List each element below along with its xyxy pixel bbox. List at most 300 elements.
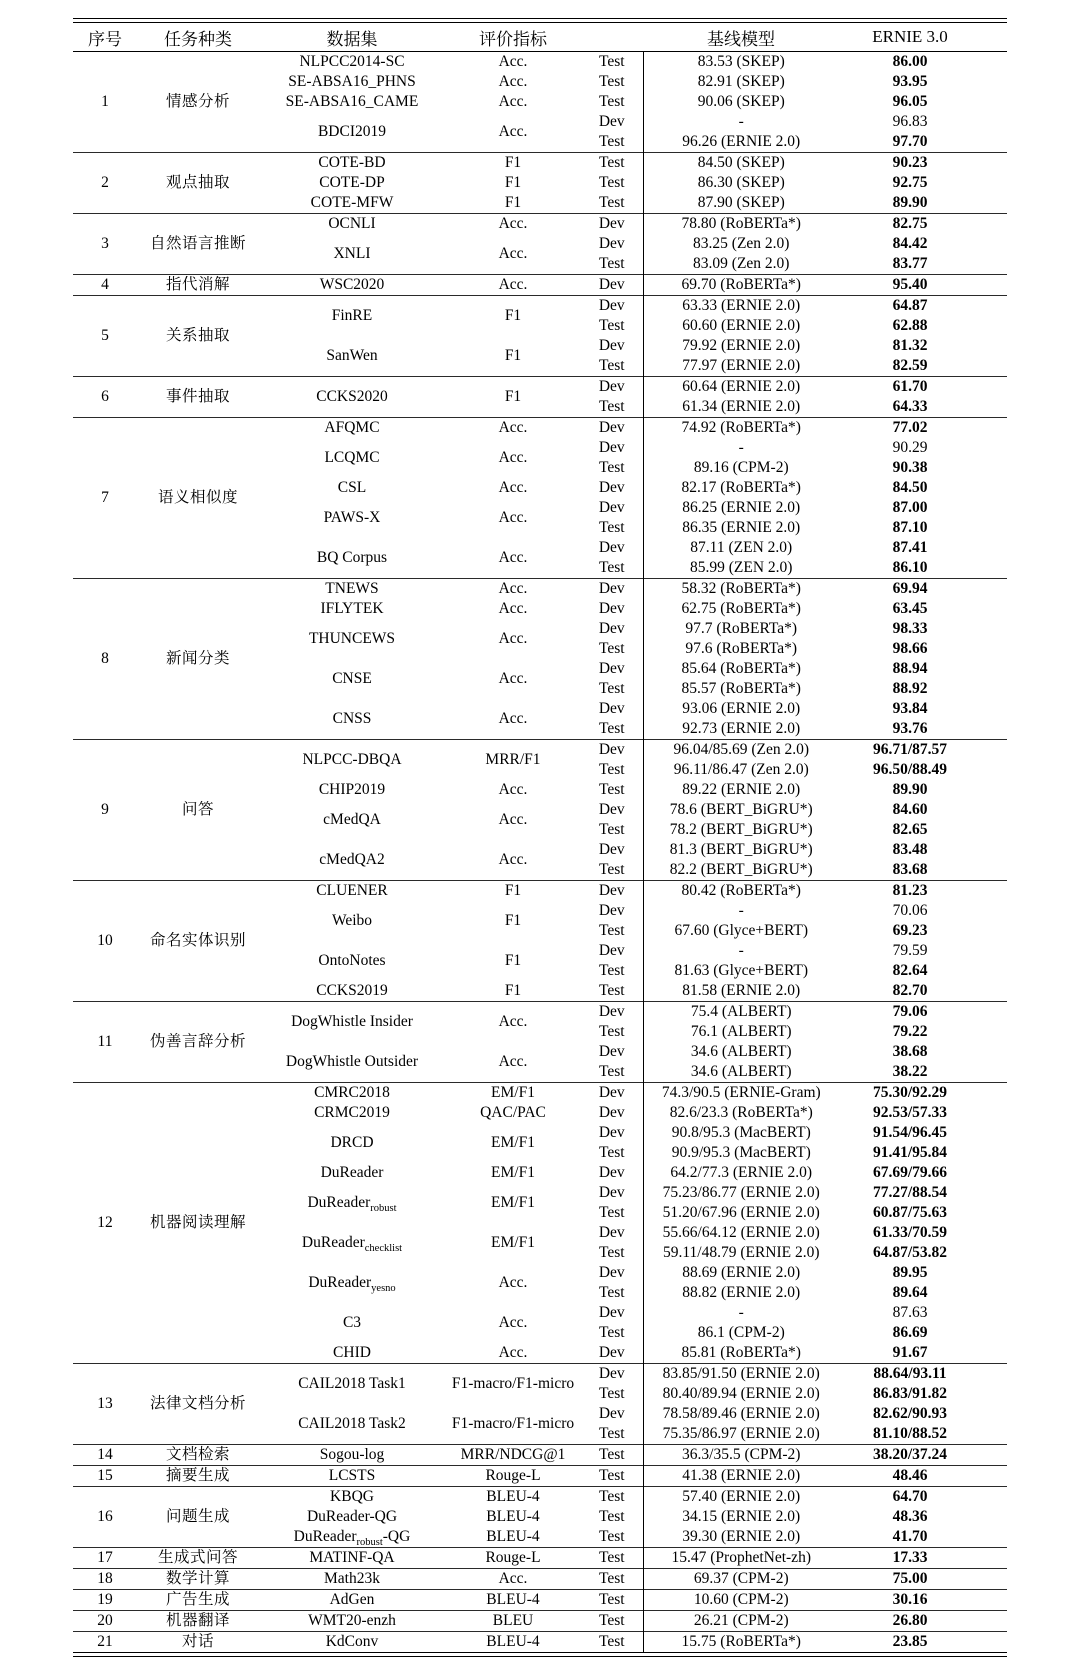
dataset-name-text: CHIP2019 bbox=[318, 781, 386, 798]
dataset-name bbox=[259, 1466, 445, 1487]
baseline-score: 83.25 (Zen 2.0) bbox=[693, 235, 790, 252]
task-type: 观点抽取 bbox=[137, 153, 259, 214]
eval-split: Test bbox=[581, 356, 643, 377]
metric: F1 bbox=[445, 296, 581, 337]
header-dataset: 数据集 bbox=[259, 23, 445, 52]
eval-split: Test bbox=[581, 1062, 643, 1083]
eval-split: Dev bbox=[581, 1404, 643, 1424]
baseline-score: 87.11 (ZEN 2.0) bbox=[690, 539, 793, 556]
metric: Acc. bbox=[498, 549, 528, 566]
table-row bbox=[73, 1083, 1007, 1104]
dataset-name bbox=[259, 579, 445, 600]
eval-split: Dev bbox=[581, 1083, 643, 1104]
dataset-name-text: Math23k bbox=[324, 1570, 380, 1587]
ernie-score: 81.23 bbox=[839, 881, 1007, 902]
dataset-name bbox=[259, 1123, 445, 1163]
ernie-score: 79.59 bbox=[892, 942, 928, 959]
eval-split: Test bbox=[581, 921, 643, 941]
metric: Acc. bbox=[445, 214, 581, 235]
eval-split: Dev bbox=[581, 296, 643, 317]
dataset-name bbox=[259, 901, 445, 941]
baseline-score: 97.6 (RoBERTa*) bbox=[685, 640, 798, 657]
metric: Rouge-L bbox=[445, 1548, 581, 1569]
ernie-score: 79.06 bbox=[839, 1002, 1007, 1023]
metric: Acc. bbox=[498, 851, 528, 868]
ernie-score: 93.76 bbox=[892, 720, 928, 737]
ernie-score: 82.65 bbox=[892, 821, 928, 838]
metric: Acc. bbox=[498, 1274, 528, 1291]
metric: F1 bbox=[504, 174, 522, 191]
metric: Acc. bbox=[498, 630, 528, 647]
task-group-number: 7 bbox=[73, 418, 137, 579]
baseline-score: 86.25 (ERNIE 2.0) bbox=[682, 499, 801, 516]
baseline-score: 58.32 (RoBERTa*) bbox=[643, 579, 839, 600]
metric: F1-macro/F1-micro bbox=[451, 1415, 575, 1432]
eval-split: Dev bbox=[581, 901, 643, 921]
baseline-score: 78.6 (BERT_BiGRU*) bbox=[669, 801, 813, 818]
task-type: 问题生成 bbox=[137, 1487, 259, 1548]
dataset-name bbox=[259, 336, 445, 377]
task-type: 问答 bbox=[137, 740, 259, 881]
eval-split: Test bbox=[581, 1611, 643, 1632]
eval-split: Dev bbox=[581, 1002, 643, 1023]
dataset-name bbox=[259, 1364, 445, 1405]
task-type: 新闻分类 bbox=[137, 579, 259, 740]
header-metric: 评价指标 bbox=[445, 23, 581, 52]
baseline-score: 75.4 (ALBERT) bbox=[643, 1002, 839, 1023]
baseline-score: 82.91 (SKEP) bbox=[697, 73, 785, 90]
dataset-name-text: C3 bbox=[342, 1314, 362, 1331]
dataset-name bbox=[259, 112, 445, 153]
baseline-score: 34.15 (ERNIE 2.0) bbox=[682, 1508, 801, 1525]
baseline-score: 89.22 (ERNIE 2.0) bbox=[682, 781, 801, 798]
baseline-score: 74.3/90.5 (ERNIE-Gram) bbox=[643, 1083, 839, 1104]
eval-split: Dev bbox=[581, 1163, 643, 1183]
table-row bbox=[73, 1445, 1007, 1466]
task-group-number: 6 bbox=[73, 377, 137, 418]
baseline-score: 96.11/86.47 (Zen 2.0) bbox=[673, 761, 809, 778]
dataset-name-text: AdGen bbox=[329, 1591, 375, 1608]
metric: F1 bbox=[504, 194, 522, 211]
ernie-score: 84.50 bbox=[892, 479, 928, 496]
metric: F1 bbox=[445, 377, 581, 418]
baseline-score: 82.2 (BERT_BiGRU*) bbox=[669, 861, 813, 878]
eval-split: Dev bbox=[581, 941, 643, 961]
ernie-score: 92.75 bbox=[892, 174, 928, 191]
dataset-name-text: cMedQA2 bbox=[319, 851, 385, 868]
ernie-score: 96.05 bbox=[892, 93, 928, 110]
task-group-number: 8 bbox=[73, 579, 137, 740]
eval-split: Dev bbox=[581, 599, 643, 619]
dataset-name bbox=[259, 296, 445, 337]
ernie-score: 86.00 bbox=[839, 52, 1007, 73]
eval-split: Dev bbox=[581, 1042, 643, 1062]
eval-split: Test bbox=[581, 1569, 643, 1590]
dataset-name bbox=[259, 72, 445, 92]
task-type: 语义相似度 bbox=[137, 418, 259, 579]
table-bottom-rule bbox=[73, 1652, 1007, 1657]
dataset-name bbox=[259, 1263, 445, 1303]
baseline-score: 15.75 (RoBERTa*) bbox=[643, 1632, 839, 1653]
task-type: 广告生成 bbox=[137, 1590, 259, 1611]
dataset-name bbox=[259, 92, 445, 112]
baseline-score: 80.40/89.94 (ERNIE 2.0) bbox=[662, 1385, 820, 1402]
eval-split: Test bbox=[581, 820, 643, 840]
dataset-name bbox=[259, 1163, 445, 1183]
table-row bbox=[73, 1611, 1007, 1632]
eval-split: Dev bbox=[581, 377, 643, 398]
baseline-score: 90.8/95.3 (MacBERT) bbox=[671, 1124, 811, 1141]
dataset-name bbox=[259, 1042, 445, 1083]
ernie-score: 69.23 bbox=[892, 922, 928, 939]
dataset-name bbox=[259, 1569, 445, 1590]
dataset-name bbox=[259, 234, 445, 275]
table-row bbox=[73, 881, 1007, 902]
ernie-score: 48.46 bbox=[839, 1466, 1007, 1487]
metric: Acc. bbox=[498, 479, 528, 496]
dataset-name-text: DuReader bbox=[293, 1528, 357, 1545]
metric: BLEU bbox=[445, 1611, 581, 1632]
baseline-score: 85.81 (RoBERTa*) bbox=[681, 1344, 801, 1361]
ernie-score: 90.38 bbox=[892, 459, 928, 476]
ernie-score: 38.20/37.24 bbox=[839, 1445, 1007, 1466]
eval-split: Test bbox=[581, 1445, 643, 1466]
dataset-name bbox=[259, 1527, 445, 1548]
task-type: 生成式问答 bbox=[137, 1548, 259, 1569]
eval-split: Test bbox=[581, 1424, 643, 1445]
baseline-score: 81.58 (ERNIE 2.0) bbox=[682, 982, 801, 999]
dataset-name-text: DuReader bbox=[308, 1274, 372, 1291]
ernie-score: 67.69/79.66 bbox=[872, 1164, 948, 1181]
ernie-score: 61.33/70.59 bbox=[872, 1224, 948, 1241]
metric: MRR/NDCG@1 bbox=[445, 1445, 581, 1466]
eval-split: Test bbox=[581, 1283, 643, 1303]
task-type: 命名实体识别 bbox=[137, 881, 259, 1002]
dataset-name-text: OntoNotes bbox=[318, 952, 386, 969]
eval-split: Test bbox=[581, 860, 643, 881]
dataset-name-text: DuReader bbox=[320, 1164, 384, 1181]
metric: Rouge-L bbox=[445, 1466, 581, 1487]
ernie-score: 75.30/92.29 bbox=[839, 1083, 1007, 1104]
eval-split: Test bbox=[581, 760, 643, 780]
task-type: 文档检索 bbox=[137, 1445, 259, 1466]
baseline-score: 97.7 (RoBERTa*) bbox=[685, 620, 798, 637]
ernie-score: 60.87/75.63 bbox=[872, 1204, 948, 1221]
baseline-score: 63.33 (ERNIE 2.0) bbox=[643, 296, 839, 317]
table-row bbox=[73, 1569, 1007, 1590]
ernie-score: 77.02 bbox=[839, 418, 1007, 439]
baseline-score: 34.6 (ALBERT) bbox=[690, 1063, 792, 1080]
metric: EM/F1 bbox=[491, 1164, 535, 1181]
metric: EM/F1 bbox=[491, 1194, 535, 1211]
metric: Acc. bbox=[498, 811, 528, 828]
dataset-name bbox=[259, 538, 445, 579]
dataset-name-text: TNEWS bbox=[325, 580, 379, 597]
table-row bbox=[73, 740, 1007, 761]
eval-split: Test bbox=[581, 1203, 643, 1223]
dataset-name-text: cMedQA bbox=[323, 811, 381, 828]
eval-split: Dev bbox=[581, 659, 643, 679]
ernie-score: 81.10/88.52 bbox=[872, 1425, 948, 1442]
baseline-score: 57.40 (ERNIE 2.0) bbox=[643, 1487, 839, 1508]
dataset-name-subscript: yesno bbox=[371, 1283, 396, 1295]
ernie-score: 91.54/96.45 bbox=[872, 1124, 948, 1141]
ernie-score: 41.70 bbox=[892, 1528, 928, 1545]
baseline-score: 81.63 (Glyce+BERT) bbox=[674, 962, 808, 979]
ernie-score: 86.83/91.82 bbox=[872, 1385, 948, 1402]
eval-split: Test bbox=[581, 1590, 643, 1611]
eval-split: Test bbox=[581, 780, 643, 800]
metric: Acc. bbox=[498, 710, 528, 727]
task-type: 事件抽取 bbox=[137, 377, 259, 418]
eval-split: Dev bbox=[581, 478, 643, 498]
metric: Acc. bbox=[498, 73, 528, 90]
dataset-name bbox=[259, 981, 445, 1002]
table-row bbox=[73, 1364, 1007, 1385]
task-type: 摘要生成 bbox=[137, 1466, 259, 1487]
eval-split: Test bbox=[581, 254, 643, 275]
metric: BLEU-4 bbox=[486, 1508, 540, 1525]
dataset-name-text: CNSE bbox=[332, 670, 372, 687]
dataset-name bbox=[259, 498, 445, 538]
eval-split: Test bbox=[581, 981, 643, 1002]
baseline-score: 74.92 (RoBERTa*) bbox=[643, 418, 839, 439]
ernie-score: 82.75 bbox=[839, 214, 1007, 235]
dataset-name-text: COTE-MFW bbox=[310, 194, 394, 211]
task-group-number: 17 bbox=[73, 1548, 137, 1569]
baseline-score: 82.6/23.3 (RoBERTa*) bbox=[669, 1104, 813, 1121]
metric: Acc. bbox=[498, 449, 528, 466]
ernie-score: 83.77 bbox=[892, 255, 928, 272]
metric: Acc. bbox=[498, 781, 528, 798]
metric: F1 bbox=[445, 153, 581, 174]
dataset-name-text: CMRC2018 bbox=[314, 1084, 390, 1101]
ernie-score: 63.45 bbox=[892, 600, 928, 617]
dataset-name-text: NLPCC2014-SC bbox=[299, 53, 405, 70]
eval-split: Test bbox=[581, 961, 643, 981]
baseline-score: 78.2 (BERT_BiGRU*) bbox=[669, 821, 813, 838]
eval-split: Test bbox=[581, 639, 643, 659]
baseline-score: 85.99 (ZEN 2.0) bbox=[690, 559, 793, 576]
metric: F1 bbox=[504, 982, 522, 999]
baseline-score: 76.1 (ALBERT) bbox=[690, 1023, 792, 1040]
ernie-score: 91.41/95.84 bbox=[872, 1144, 948, 1161]
benchmark-results-table-wrap bbox=[73, 18, 1007, 1657]
baseline-score: 61.34 (ERNIE 2.0) bbox=[682, 398, 801, 415]
baseline-score: 41.38 (ERNIE 2.0) bbox=[643, 1466, 839, 1487]
baseline-score: 86.30 (SKEP) bbox=[697, 174, 785, 191]
dataset-name-text: Sogou-log bbox=[319, 1446, 385, 1463]
eval-split: Test bbox=[581, 458, 643, 478]
dataset-name bbox=[259, 173, 445, 193]
table-row bbox=[73, 275, 1007, 296]
metric: F1 bbox=[504, 347, 522, 364]
ernie-score: 75.00 bbox=[839, 1569, 1007, 1590]
dataset-name bbox=[259, 1548, 445, 1569]
task-group-number: 15 bbox=[73, 1466, 137, 1487]
eval-split: Dev bbox=[581, 418, 643, 439]
metric: Acc. bbox=[498, 670, 528, 687]
metric: Acc. bbox=[498, 245, 528, 262]
eval-split: Test bbox=[581, 1022, 643, 1042]
eval-split: Dev bbox=[581, 1343, 643, 1364]
baseline-score: 62.75 (RoBERTa*) bbox=[681, 600, 801, 617]
dataset-name-text: DRCD bbox=[330, 1134, 374, 1151]
dataset-name-text: DuReader-QG bbox=[306, 1508, 398, 1525]
header-baseline: 基线模型 bbox=[643, 23, 839, 52]
dataset-name-text: KBQG bbox=[330, 1488, 374, 1505]
metric: Acc. bbox=[445, 52, 581, 73]
baseline-score: 83.09 (Zen 2.0) bbox=[693, 255, 790, 272]
dataset-name-text: MATINF-QA bbox=[309, 1549, 395, 1566]
eval-split: Test bbox=[581, 558, 643, 579]
task-type: 机器阅读理解 bbox=[137, 1083, 259, 1364]
ernie-score: 87.41 bbox=[892, 539, 928, 556]
table-row bbox=[73, 1590, 1007, 1611]
dataset-name-text: SanWen bbox=[326, 347, 378, 364]
baseline-score: - bbox=[738, 1304, 744, 1321]
header-split bbox=[581, 23, 643, 52]
dataset-name bbox=[259, 941, 445, 981]
eval-split: Test bbox=[581, 719, 643, 740]
ernie-score: 62.88 bbox=[892, 317, 928, 334]
baseline-score: 89.16 (CPM-2) bbox=[693, 459, 789, 476]
baseline-score: 69.70 (RoBERTa*) bbox=[643, 275, 839, 296]
dataset-name bbox=[259, 881, 445, 902]
metric: Acc. bbox=[445, 275, 581, 296]
ernie-score: 82.70 bbox=[892, 982, 928, 999]
table-row bbox=[73, 1487, 1007, 1508]
eval-split: Test bbox=[581, 1323, 643, 1343]
baseline-score: - bbox=[738, 439, 744, 456]
metric: F1 bbox=[445, 881, 581, 902]
ernie-score: 64.87/53.82 bbox=[872, 1244, 948, 1261]
eval-split: Test bbox=[581, 1384, 643, 1404]
task-group-number: 1 bbox=[73, 52, 137, 153]
ernie-score: 83.48 bbox=[892, 841, 928, 858]
eval-split: Test bbox=[581, 1632, 643, 1653]
baseline-score: 96.04/85.69 (Zen 2.0) bbox=[643, 740, 839, 761]
ernie-score: 83.68 bbox=[892, 861, 928, 878]
task-group-number: 11 bbox=[73, 1002, 137, 1083]
dataset-name-text: PAWS-X bbox=[323, 509, 381, 526]
dataset-name bbox=[259, 1002, 445, 1043]
table-row bbox=[73, 377, 1007, 398]
baseline-score: 82.17 (RoBERTa*) bbox=[681, 479, 801, 496]
task-group-number: 12 bbox=[73, 1083, 137, 1364]
dataset-name-text: WMT20-enzh bbox=[308, 1612, 396, 1629]
ernie-score: 92.53/57.33 bbox=[872, 1104, 948, 1121]
metric: F1 bbox=[504, 952, 522, 969]
eval-split: Dev bbox=[581, 840, 643, 860]
dataset-name bbox=[259, 1611, 445, 1632]
ernie-score: 95.40 bbox=[839, 275, 1007, 296]
task-group-number: 4 bbox=[73, 275, 137, 296]
ernie-score: 48.36 bbox=[892, 1508, 928, 1525]
ernie-score: 30.16 bbox=[839, 1590, 1007, 1611]
dataset-name bbox=[259, 153, 445, 174]
baseline-score: 60.60 (ERNIE 2.0) bbox=[682, 317, 801, 334]
ernie-score: 88.94 bbox=[892, 660, 928, 677]
baseline-score: 67.60 (Glyce+BERT) bbox=[674, 922, 808, 939]
task-group-number: 2 bbox=[73, 153, 137, 214]
baseline-score: 86.1 (CPM-2) bbox=[697, 1324, 785, 1341]
task-type: 关系抽取 bbox=[137, 296, 259, 377]
task-group-number: 20 bbox=[73, 1611, 137, 1632]
eval-split: Test bbox=[581, 397, 643, 418]
task-group-number: 16 bbox=[73, 1487, 137, 1548]
eval-split: Dev bbox=[581, 234, 643, 254]
dataset-name-text: BQ Corpus bbox=[316, 549, 388, 566]
eval-split: Test bbox=[581, 52, 643, 73]
dataset-name bbox=[259, 214, 445, 235]
ernie-score: 23.85 bbox=[839, 1632, 1007, 1653]
eval-split: Dev bbox=[581, 619, 643, 639]
baseline-score: 90.06 (SKEP) bbox=[697, 93, 785, 110]
dataset-name-text: DuReader bbox=[301, 1234, 365, 1251]
baseline-score: 88.82 (ERNIE 2.0) bbox=[682, 1284, 801, 1301]
eval-split: Dev bbox=[581, 1103, 643, 1123]
ernie-score: 97.70 bbox=[892, 133, 928, 150]
dataset-name bbox=[259, 418, 445, 439]
ernie-score: 38.22 bbox=[892, 1063, 928, 1080]
dataset-name bbox=[259, 1183, 445, 1223]
dataset-name-text: AFQMC bbox=[324, 419, 380, 436]
dataset-name-text: WSC2020 bbox=[319, 276, 385, 293]
dataset-name-text: CCKS2020 bbox=[316, 388, 388, 405]
baseline-score: 75.35/86.97 (ERNIE 2.0) bbox=[662, 1425, 820, 1442]
baseline-score: 83.85/91.50 (ERNIE 2.0) bbox=[643, 1364, 839, 1385]
ernie-score: 91.67 bbox=[892, 1344, 928, 1361]
baseline-score: 59.11/48.79 (ERNIE 2.0) bbox=[662, 1244, 820, 1261]
dataset-name-text: CCKS2019 bbox=[316, 982, 388, 999]
task-group-number: 13 bbox=[73, 1364, 137, 1445]
table-row bbox=[73, 153, 1007, 174]
dataset-name bbox=[259, 193, 445, 214]
table-row bbox=[73, 52, 1007, 73]
eval-split: Dev bbox=[581, 498, 643, 518]
baseline-score: 55.66/64.12 (ERNIE 2.0) bbox=[662, 1224, 820, 1241]
eval-split: Dev bbox=[581, 1223, 643, 1243]
dataset-name bbox=[259, 275, 445, 296]
dataset-name-text: CAIL2018 Task2 bbox=[298, 1415, 406, 1432]
baseline-score: 85.57 (RoBERTa*) bbox=[681, 680, 801, 697]
metric: EM/F1 bbox=[491, 1234, 535, 1251]
metric: BLEU-4 bbox=[445, 1487, 581, 1508]
ernie-score: 64.87 bbox=[839, 296, 1007, 317]
metric: F1 bbox=[504, 912, 522, 929]
dataset-name-text: SE-ABSA16_PHNS bbox=[288, 73, 416, 90]
dataset-name bbox=[259, 619, 445, 659]
baseline-score: 87.90 (SKEP) bbox=[697, 194, 785, 211]
eval-split: Dev bbox=[581, 800, 643, 820]
eval-split: Dev bbox=[581, 275, 643, 296]
task-type: 伪善言辞分析 bbox=[137, 1002, 259, 1083]
metric: F1-macro/F1-micro bbox=[445, 1364, 581, 1405]
baseline-score: 93.06 (ERNIE 2.0) bbox=[682, 700, 801, 717]
eval-split: Test bbox=[581, 1143, 643, 1163]
eval-split: Dev bbox=[581, 1303, 643, 1323]
eval-split: Dev bbox=[581, 112, 643, 132]
ernie-score: 86.69 bbox=[892, 1324, 928, 1341]
dataset-name bbox=[259, 780, 445, 800]
metric: Acc. bbox=[498, 1314, 528, 1331]
ernie-score: 81.32 bbox=[892, 337, 928, 354]
baseline-score: 60.64 (ERNIE 2.0) bbox=[643, 377, 839, 398]
baseline-score: 75.23/86.77 (ERNIE 2.0) bbox=[662, 1184, 820, 1201]
eval-split: Test bbox=[581, 173, 643, 193]
dataset-name bbox=[259, 1083, 445, 1104]
